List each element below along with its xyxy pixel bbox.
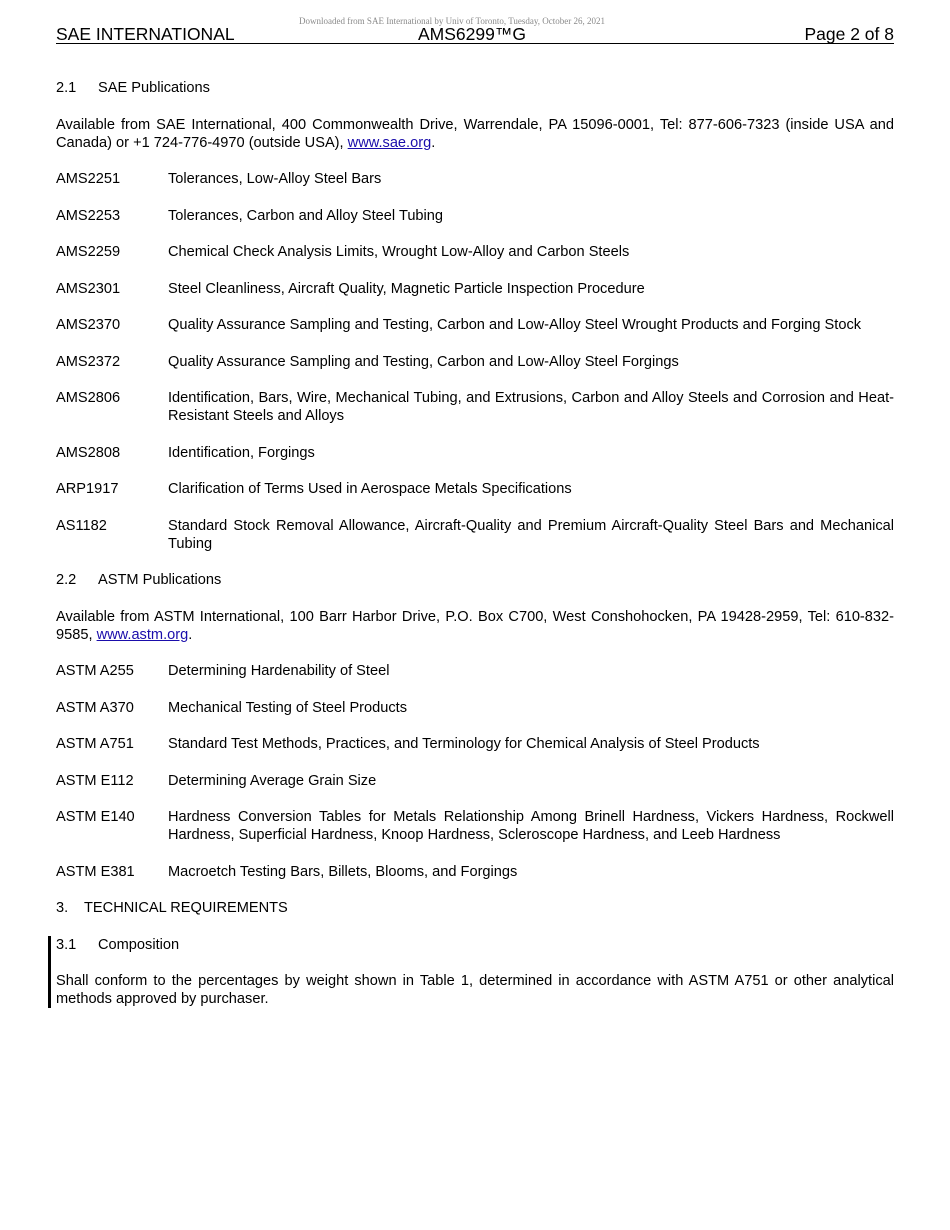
section-title: SAE Publications	[98, 80, 210, 96]
reference-title: Determining Hardenability of Steel	[168, 663, 390, 679]
reference-item	[56, 808, 894, 844]
astm-reference-list	[56, 662, 894, 881]
reference-title: Identification, Forgings	[168, 444, 315, 461]
section-title: TECHNICAL REQUIREMENTS	[84, 900, 288, 916]
reference-title: Identification, Bars, Wire, Mechanical Tubing, and Extrusions, Carbon and Alloy Steels and Corrosion and Heat-Resistant Steels and Alloys	[168, 390, 894, 424]
reference-item	[56, 772, 894, 790]
page-content	[56, 79, 894, 1027]
reference-item	[56, 517, 894, 553]
reference-item	[56, 480, 894, 498]
sae-availability-end: .	[431, 134, 436, 151]
reference-code: AMS2259	[56, 244, 121, 260]
reference-item	[56, 863, 894, 881]
reference-code: AMS2370	[56, 317, 121, 333]
section-number: 3.1	[56, 936, 77, 953]
reference-item	[56, 170, 894, 188]
reference-title: Standard Test Methods, Practices, and Terminology for Chemical Analysis of Steel Products	[168, 736, 760, 752]
section-heading-technical-requirements	[56, 899, 894, 917]
reference-code: AMS2253	[56, 207, 121, 224]
reference-title: Hardness Conversion Tables for Metals Relationship Among Brinell Hardness, Vickers Hardness, Rockwell Hardness, Superficial Hardness, Knoop Hardness, Scleroscope Hardness, and Leeb Hardness	[168, 809, 894, 843]
reference-item	[56, 243, 894, 261]
reference-title: Quality Assurance Sampling and Testing, Carbon and Low-Alloy Steel Wrought Products and Forging Stock	[168, 317, 862, 333]
reference-code: ARP1917	[56, 481, 119, 497]
section-heading-composition	[56, 936, 894, 954]
section-number: 2.1	[56, 80, 77, 96]
reference-title: Standard Stock Removal Allowance, Aircraft-Quality and Premium Aircraft-Quality Steel Bars and Mechanical Tubing	[168, 517, 894, 552]
reference-title: Steel Cleanliness, Aircraft Quality, Magnetic Particle Inspection Procedure	[168, 280, 645, 297]
page-header	[56, 22, 894, 44]
section-number: 2.2	[56, 572, 77, 588]
reference-title: Quality Assurance Sampling and Testing, Carbon and Low-Alloy Steel Forgings	[168, 353, 679, 370]
astm-availability-paragraph	[56, 608, 894, 644]
reference-item	[56, 662, 894, 680]
reference-code: ASTM A751	[56, 736, 134, 752]
reference-item	[56, 316, 894, 334]
header-organization: SAE INTERNATIONAL	[56, 24, 235, 44]
section-heading-astm	[56, 571, 894, 589]
reference-item	[56, 353, 894, 371]
reference-item	[56, 280, 894, 298]
reference-code: ASTM E140	[56, 809, 135, 825]
revision-change-bar	[48, 936, 51, 1008]
reference-code: AMS2806	[56, 390, 121, 406]
sae-reference-list	[56, 170, 894, 553]
reference-code: AS1182	[56, 517, 107, 534]
sae-availability-text: Available from SAE International, 400 Commonwealth Drive, Warrendale, PA 15096-0001, Tel: 877-606-7323 (inside USA and Canada) or +1 724-776-4970 (outside USA),	[56, 116, 894, 151]
reference-code: AMS2251	[56, 171, 121, 187]
astm-availability-end: .	[188, 626, 193, 643]
header-page-number: Page 2 of 8	[804, 24, 894, 44]
reference-title: Chemical Check Analysis Limits, Wrought Low-Alloy and Carbon Steels	[168, 244, 630, 260]
section-title: Composition	[98, 936, 180, 953]
header-document-number: AMS6299™G	[418, 24, 526, 44]
reference-title: Determining Average Grain Size	[168, 772, 377, 789]
astm-availability-text: Available from ASTM International, 100 Barr Harbor Drive, P.O. Box C700, West Conshohocken, PA 19428-2959, Tel: 610-832-9585,	[56, 608, 894, 643]
reference-title: Tolerances, Carbon and Alloy Steel Tubing	[168, 207, 444, 224]
reference-code: AMS2372	[56, 353, 121, 370]
reference-code: ASTM A255	[56, 663, 134, 679]
reference-title: Mechanical Testing of Steel Products	[168, 699, 408, 716]
reference-title: Macroetch Testing Bars, Billets, Blooms, and Forgings	[168, 863, 518, 880]
section-title: ASTM Publications	[98, 572, 222, 588]
reference-item	[56, 389, 894, 425]
download-watermark: Downloaded from SAE International by Univ of Toronto, Tuesday, October 26, 2021	[298, 16, 606, 26]
reference-code: ASTM E112	[56, 772, 134, 789]
reference-code: ASTM A370	[56, 699, 134, 716]
reference-item	[56, 444, 894, 462]
sae-availability-paragraph	[56, 116, 894, 152]
reference-item	[56, 735, 894, 753]
sae-website-link[interactable]: www.sae.org	[347, 134, 432, 151]
composition-paragraph: Shall conform to the percentages by weight shown in Table 1, determined in accordance with ASTM A751 or other analytical methods approved by purchaser.	[56, 973, 894, 1007]
reference-code: ASTM E381	[56, 863, 135, 880]
reference-title: Tolerances, Low-Alloy Steel Bars	[168, 171, 382, 187]
reference-code: AMS2808	[56, 444, 121, 461]
reference-code: AMS2301	[56, 280, 121, 297]
reference-item	[56, 699, 894, 717]
section-number: 3.	[56, 900, 69, 916]
section-heading-sae	[56, 79, 894, 97]
astm-website-link[interactable]: www.astm.org	[96, 626, 189, 643]
reference-title: Clarification of Terms Used in Aerospace Metals Specifications	[168, 481, 572, 497]
reference-item	[56, 207, 894, 225]
